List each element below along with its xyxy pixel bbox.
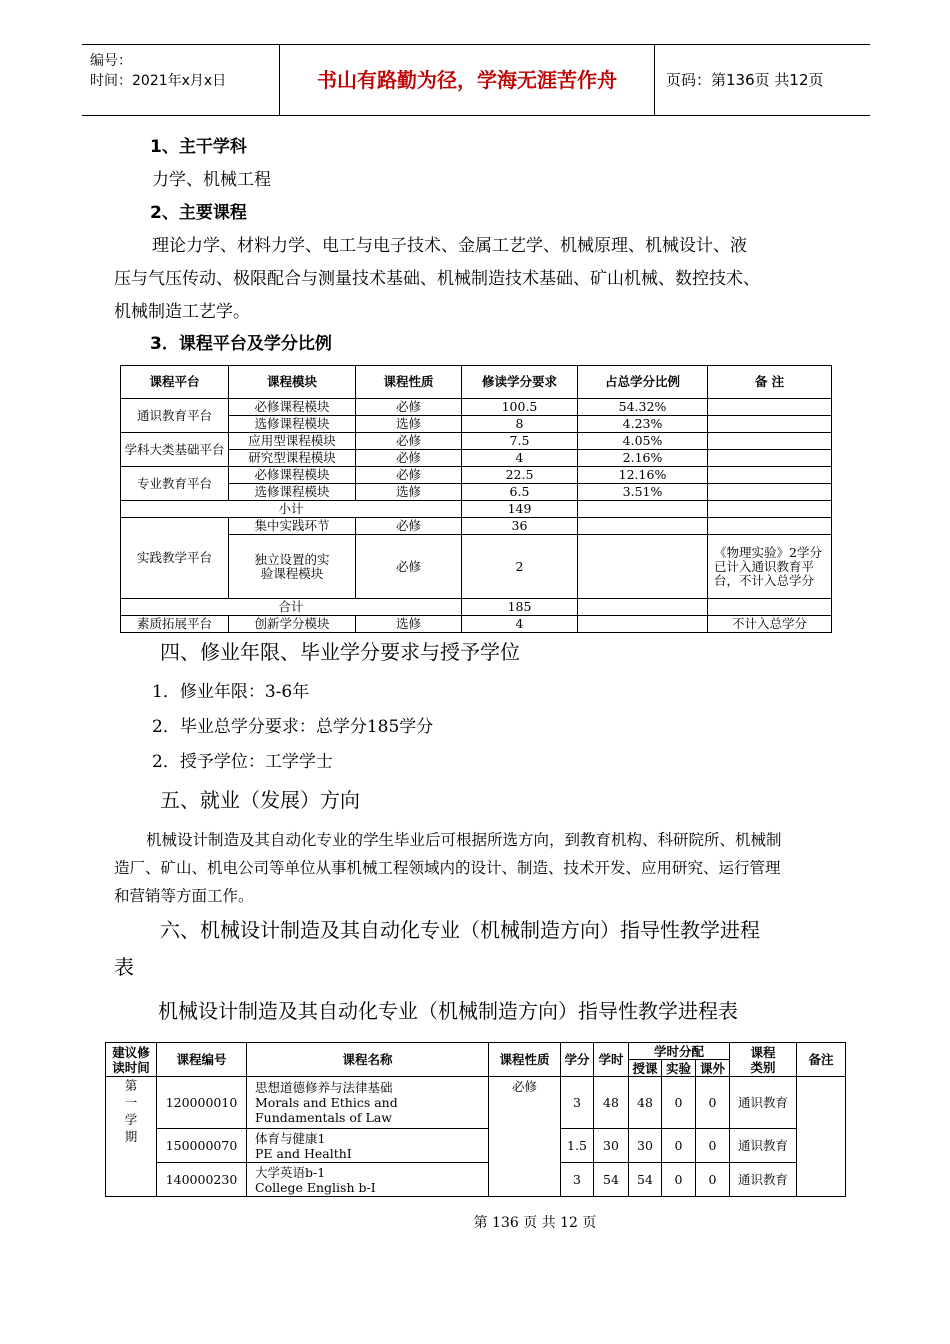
credit-cell: 1.5 — [561, 1129, 594, 1163]
credit-cell: 3 — [561, 1163, 594, 1197]
note-physics: 《物理实验》2学分已计入通识教育平台，不计入总学分 — [708, 535, 832, 599]
credits-cell: 100.5 — [462, 399, 578, 416]
th-nature: 课程性质 — [356, 366, 462, 399]
s2-line2: 压与气压传动、极限配合与测量技术基础、机械制造技术基础、矿山机械、数控技术、 — [114, 269, 760, 289]
credits-cell: 4 — [462, 616, 578, 633]
th-note: 备注 — [797, 1043, 846, 1077]
s5-line1: 机械设计制造及其自动化专业的学生毕业后可根据所选方向，到教育机构、科研院所、机械制 — [146, 831, 782, 849]
subtotal-label: 小计 — [121, 501, 462, 518]
header-motto: 书山有路勤为径，学海无涯苦作舟 — [280, 45, 655, 115]
s2-title: 2、主要课程 — [150, 203, 247, 223]
s6-title-line1: 六、机械设计制造及其自动化专业（机械制造方向）指导性教学进程 — [160, 918, 760, 942]
empty-cell — [708, 518, 832, 535]
nature-cell: 必修 — [356, 399, 462, 416]
module-cell: 研究型课程模块 — [229, 450, 356, 467]
note-cell: 不计入总学分 — [708, 616, 832, 633]
th-hours: 学时 — [594, 1043, 629, 1077]
credit-cell: 3 — [561, 1077, 594, 1129]
note-cell — [708, 484, 832, 501]
s1-text: 力学、机械工程 — [152, 170, 271, 190]
code-cell: 150000070 — [157, 1129, 247, 1163]
time-label: 时间：2021年x月x日 — [90, 73, 227, 89]
th-term: 建议修读时间 — [106, 1043, 157, 1077]
ratio-cell: 54.32% — [578, 399, 708, 416]
platform-quality: 素质拓展平台 — [121, 616, 229, 633]
header-meta — [82, 45, 280, 115]
module-text: 独立设置的实验课程模块 — [254, 551, 330, 581]
th-lab: 实验 — [662, 1060, 696, 1077]
code-cell: 140000230 — [157, 1163, 247, 1197]
header-page-code: 页码：第136页 共12页 — [666, 71, 824, 89]
nature-cell: 选修 — [356, 616, 462, 633]
th-credit: 学分 — [561, 1043, 594, 1077]
th-extra: 课外 — [696, 1060, 730, 1077]
credit-table — [120, 365, 832, 633]
hours-cell: 48 — [594, 1077, 629, 1129]
note-cell — [708, 416, 832, 433]
module-cell: 选修课程模块 — [229, 484, 356, 501]
nature-cell: 必修 — [356, 433, 462, 450]
credits-cell: 8 — [462, 416, 578, 433]
term-cell — [106, 1077, 157, 1197]
note-cell — [708, 399, 832, 416]
lecture-cell: 30 — [629, 1129, 662, 1163]
name-cell — [247, 1129, 489, 1163]
s6-table-title: 机械设计制造及其自动化专业（机械制造方向）指导性教学进程表 — [158, 999, 738, 1023]
th-name: 课程名称 — [247, 1043, 489, 1077]
credits-cell: 7.5 — [462, 433, 578, 450]
nature-cell: 必修 — [356, 535, 462, 599]
s5-title: 五、就业（发展）方向 — [160, 788, 360, 812]
ratio-cell: 4.05% — [578, 433, 708, 450]
th-note: 备 注 — [708, 366, 832, 399]
s5-line2: 造厂、矿山、机电公司等单位从事机械工程领域内的设计、制造、技术开发、应用研究、运行管理 — [114, 859, 781, 877]
s5-line3: 和营销等方面工作。 — [114, 887, 254, 905]
th-ratio: 占总学分比例 — [578, 366, 708, 399]
module-cell: 集中实践环节 — [229, 518, 356, 535]
credits-cell: 2 — [462, 535, 578, 599]
name-cell — [247, 1077, 489, 1129]
extra-cell: 0 — [696, 1077, 730, 1129]
category-cell: 通识教育 — [730, 1077, 797, 1129]
page-footer — [0, 1212, 950, 1232]
credits-cell: 6.5 — [462, 484, 578, 501]
lab-cell: 0 — [662, 1077, 696, 1129]
credits-cell: 4 — [462, 450, 578, 467]
name-cell — [247, 1163, 489, 1197]
s2-line3: 机械制造工艺学。 — [114, 302, 250, 322]
module-cell: 必修课程模块 — [229, 399, 356, 416]
th-credits: 修读学分要求 — [462, 366, 578, 399]
th-category-text: 课程类别 — [750, 1044, 776, 1075]
s3-title: 3．课程平台及学分比例 — [150, 334, 332, 354]
module-cell: 应用型课程模块 — [229, 433, 356, 450]
category-cell: 通识教育 — [730, 1163, 797, 1197]
module-cell: 必修课程模块 — [229, 467, 356, 484]
empty-cell — [578, 535, 708, 599]
code-cell: 120000010 — [157, 1077, 247, 1129]
subtotal-credits: 149 — [462, 501, 578, 518]
lecture-cell: 54 — [629, 1163, 662, 1197]
name-en: College English b-Ⅰ — [255, 1179, 376, 1195]
th-module: 课程模块 — [229, 366, 356, 399]
module-cell: 选修课程模块 — [229, 416, 356, 433]
th-platform: 课程平台 — [121, 366, 229, 399]
nature-cell: 必修 — [356, 518, 462, 535]
note-cell — [708, 467, 832, 484]
number-label: 编号： — [90, 53, 132, 69]
nature-cell: 选修 — [356, 484, 462, 501]
total-label: 合计 — [121, 599, 462, 616]
ratio-cell: 3.51% — [578, 484, 708, 501]
term-text: 第一学期 — [124, 1078, 138, 1144]
s2-line1: 理论力学、材料力学、电工与电子技术、金属工艺学、机械原理、机械设计、液 — [152, 236, 747, 256]
ratio-cell: 2.16% — [578, 450, 708, 467]
name-cn: 思想道德修养与法律基础 — [255, 1080, 393, 1095]
ratio-cell: 12.16% — [578, 467, 708, 484]
footer-page: 第 136 页 共 12 页 — [473, 1215, 597, 1231]
module-cell — [229, 535, 356, 599]
credits-cell: 36 — [462, 518, 578, 535]
platform-major: 专业教育平台 — [121, 467, 229, 501]
note-cell — [708, 433, 832, 450]
lab-cell: 0 — [662, 1163, 696, 1197]
lab-cell: 0 — [662, 1129, 696, 1163]
extra-cell: 0 — [696, 1163, 730, 1197]
note-cell — [797, 1077, 846, 1197]
note-cell — [708, 450, 832, 467]
empty-cell — [578, 501, 708, 518]
ratio-cell: 4.23% — [578, 416, 708, 433]
module-cell: 创新学分模块 — [229, 616, 356, 633]
empty-cell — [708, 599, 832, 616]
category-cell: 通识教育 — [730, 1129, 797, 1163]
s4-item3: 2．授予学位：工学学士 — [152, 752, 333, 772]
empty-cell — [708, 501, 832, 518]
nature-cell: 必修 — [356, 467, 462, 484]
platform-discipline: 学科大类基础平台 — [121, 433, 229, 467]
nature-cell: 必修 — [489, 1077, 561, 1197]
name-en: PE and HealthⅠ — [255, 1145, 352, 1161]
empty-cell — [578, 518, 708, 535]
name-en: Morals and Ethics and Fundamentals of Law — [255, 1095, 398, 1125]
schedule-table — [105, 1042, 846, 1197]
lecture-cell: 48 — [629, 1077, 662, 1129]
total-credits: 185 — [462, 599, 578, 616]
s4-title: 四、修业年限、毕业学分要求与授予学位 — [160, 640, 520, 664]
nature-cell: 选修 — [356, 416, 462, 433]
extra-cell: 0 — [696, 1129, 730, 1163]
s6-title-line2: 表 — [114, 955, 134, 979]
page-header — [82, 44, 870, 116]
empty-cell — [578, 599, 708, 616]
s4-item2: 2．毕业总学分要求：总学分185学分 — [152, 717, 434, 737]
hours-cell: 54 — [594, 1163, 629, 1197]
nature-cell: 必修 — [356, 450, 462, 467]
platform-general: 通识教育平台 — [121, 399, 229, 433]
name-cn: 体育与健康1 — [255, 1130, 326, 1146]
credits-cell: 22.5 — [462, 467, 578, 484]
th-category — [730, 1043, 797, 1077]
th-distribution: 学时分配 — [629, 1043, 730, 1060]
th-lecture: 授课 — [629, 1060, 662, 1077]
name-cn: 大学英语b-1 — [255, 1164, 326, 1180]
s4-item1: 1．修业年限：3-6年 — [152, 682, 310, 702]
hours-cell: 30 — [594, 1129, 629, 1163]
th-code: 课程编号 — [157, 1043, 247, 1077]
empty-cell — [578, 616, 708, 633]
platform-practice: 实践教学平台 — [121, 518, 229, 599]
s1-title: 1、主干学科 — [150, 137, 247, 157]
th-nature: 课程性质 — [489, 1043, 561, 1077]
